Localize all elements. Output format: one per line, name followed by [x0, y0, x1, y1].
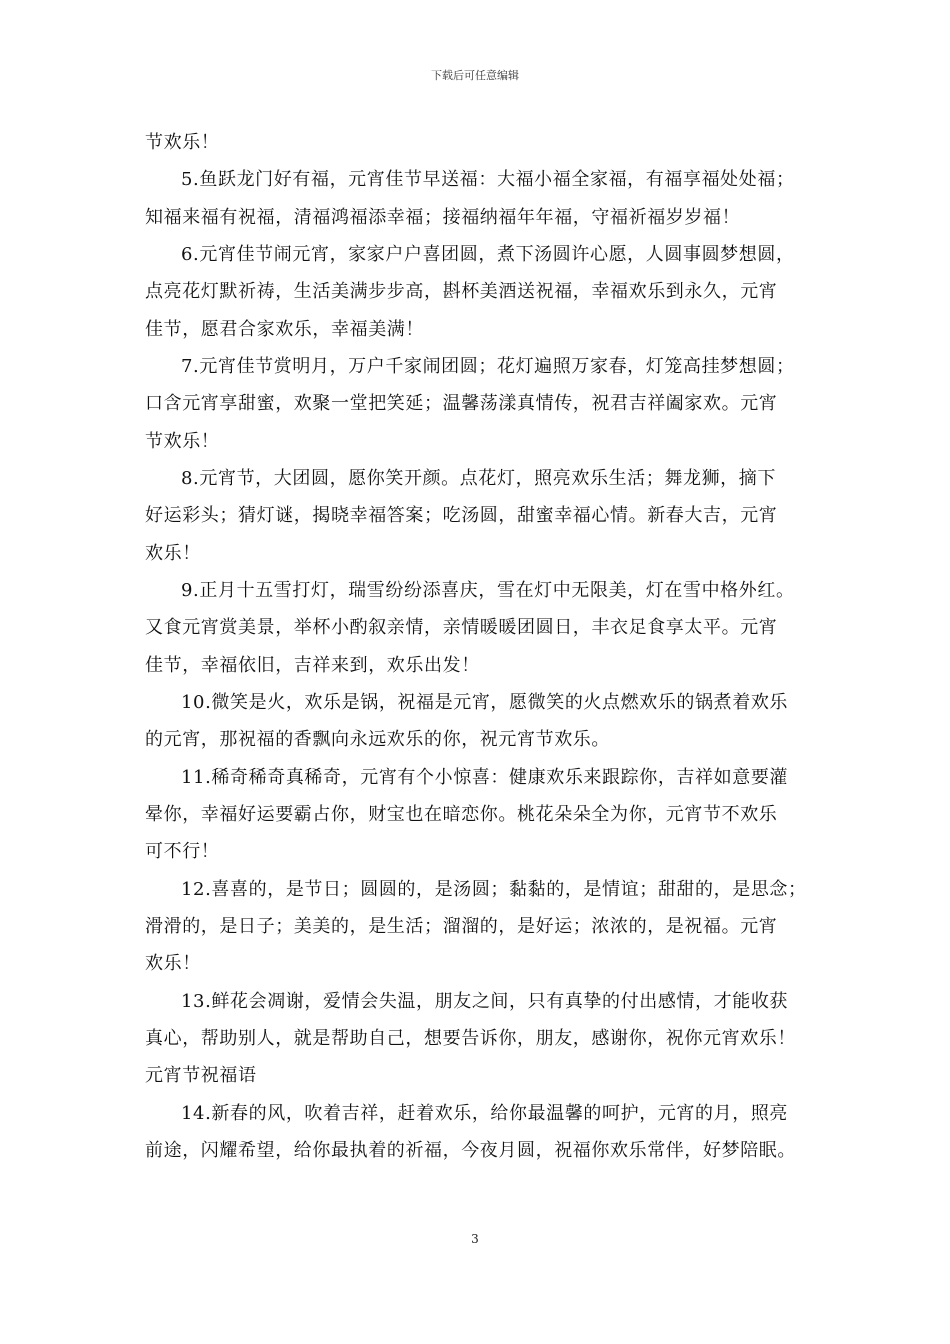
- text-line: 元宵节祝福语: [145, 1065, 257, 1087]
- document-body: [145, 124, 825, 1169]
- text-line: 7.元宵佳节赏明月，万户千家闹团圆；花灯遍照万家春，灯笼高挂梦想圆；: [181, 355, 795, 377]
- text-line: 前途，闪耀希望，给你最执着的祈福，今夜月圆，祝福你欢乐常伴，好梦陪眠。: [145, 1139, 796, 1161]
- text-line: 点亮花灯默祈祷，生活美满步步高，斟杯美酒送祝福，幸福欢乐到永久，元宵: [145, 281, 778, 303]
- text-line: 又食元宵赏美景，举杯小酌叙亲情，亲情暖暖团圆日，丰衣足食享太平。元宵: [145, 617, 778, 639]
- page-number: 3: [471, 1232, 479, 1246]
- text-line: 8.元宵节，大团圆，愿你笑开颜。点花灯，照亮欢乐生活；舞龙狮，摘下: [181, 467, 776, 489]
- text-line: 知福来福有祝福，清福鸿福添幸福；接福纳福年年福，守福祈福岁岁福！: [145, 206, 741, 228]
- text-line: 滑滑的，是日子；美美的，是生活；溜溜的，是好运；浓浓的，是祝福。元宵: [145, 915, 778, 937]
- text-line: 13.鲜花会凋谢，爱情会失温，朋友之间，只有真挚的付出感情，才能收获: [181, 990, 789, 1012]
- text-line: 9.正月十五雪打灯，瑞雪纷纷添喜庆，雪在灯中无限美，灯在雪中格外红。: [181, 579, 795, 601]
- text-line: 佳节，愿君合家欢乐，幸福美满！: [145, 318, 424, 340]
- text-line: 口含元宵享甜蜜，欢聚一堂把笑延；温馨荡漾真情传，祝君吉祥阖家欢。元宵: [145, 393, 778, 415]
- text-line: 欢乐！: [145, 953, 201, 975]
- text-line: 12.喜喜的，是节日；圆圆的，是汤圆；黏黏的，是情谊；甜甜的，是思念；: [181, 878, 807, 900]
- text-line: 节欢乐！: [145, 430, 220, 452]
- text-line: 14.新春的风，吹着吉祥，赶着欢乐，给你最温馨的呵护，元宵的月，照亮: [181, 1102, 789, 1124]
- text-line: 10.微笑是火，欢乐是锅，祝福是元宵，愿微笑的火点燃欢乐的锅煮着欢乐: [181, 691, 789, 713]
- text-line: 欢乐！: [145, 542, 201, 564]
- text-line: 佳节，幸福依旧，吉祥来到，欢乐出发！: [145, 654, 480, 676]
- text-line: 11.稀奇稀奇真稀奇，元宵有个小惊喜：健康欢乐来跟踪你，吉祥如意要灌: [181, 766, 789, 788]
- text-line: 好运彩头；猜灯谜，揭晓幸福答案；吃汤圆，甜蜜幸福心情。新春大吉，元宵: [145, 505, 778, 527]
- text-line: 晕你，幸福好运要霸占你，财宝也在暗恋你。桃花朵朵全为你，元宵节不欢乐: [145, 803, 778, 825]
- text-line: 6.元宵佳节闹元宵，家家户户喜团圆，煮下汤圆许心愿，人圆事圆梦想圆，: [181, 243, 795, 265]
- text-line: 节欢乐！: [145, 132, 220, 153]
- text-line: 可不行！: [145, 841, 220, 863]
- page-header: 下载后可任意编辑: [431, 69, 519, 82]
- text-line: 真心，帮助别人，就是帮助自己，想要告诉你，朋友，感谢你，祝你元宵欢乐！: [145, 1027, 796, 1049]
- text-line: 的元宵，那祝福的香飘向永远欢乐的你，祝元宵节欢乐。: [145, 729, 610, 751]
- text-line: 5.鱼跃龙门好有福，元宵佳节早送福：大福小福全家福，有福享福处处福；: [181, 169, 795, 191]
